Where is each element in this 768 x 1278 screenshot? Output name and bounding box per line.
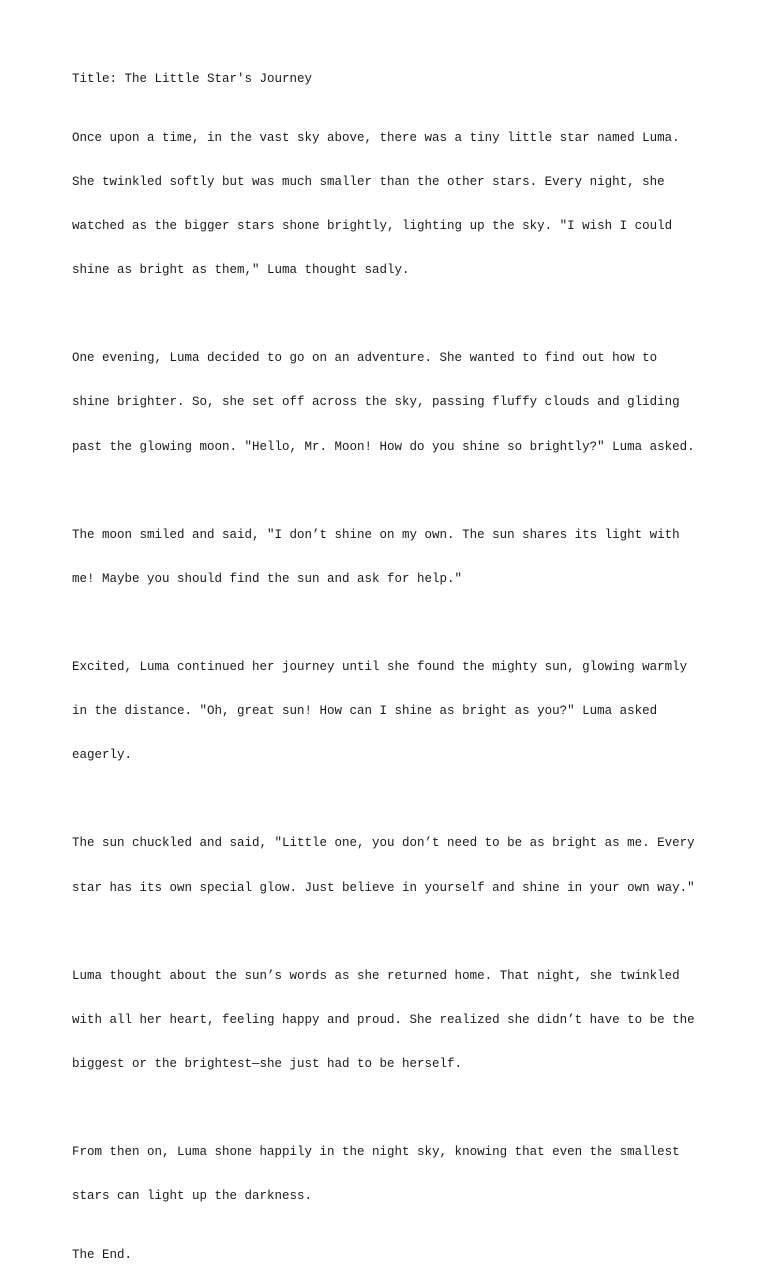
paragraph-7 [72,1116,712,1234]
paragraph-line: watched as the bigger stars shone brightly, lighting up the sky. "I wish I could [72,219,673,234]
paragraph-line: One evening, Luma decided to go on an adventure. She wanted to find out how to [72,351,658,366]
paragraph-line: me! Maybe you should find the sun and ask for help." [72,571,463,586]
paragraph-line: in the distance. "Oh, great sun! How can I shine as bright as you?" Luma asked [72,704,658,719]
paragraph-line: She twinkled softly but was much smaller than the other stars. Every night, she [72,174,665,189]
story-ending: The End. [72,1248,133,1263]
document-body [72,72,712,1278]
story-title: Title: The Little Star's Journey [72,72,313,86]
paragraph-line: with all her heart, feeling happy and proud. She realized she didn’t have to be the [72,1012,695,1027]
paragraph-line: shine brighter. So, she set off across the sky, passing fluffy clouds and gliding [72,395,680,410]
paragraph-line: Once upon a time, in the vast sky above, there was a tiny little star named Luma. [72,130,680,145]
paragraph-line: The sun chuckled and said, "Little one, you don’t need to be as bright as me. Every [72,836,695,851]
paragraph-line: From then on, Luma shone happily in the night sky, knowing that even the smallest [72,1145,680,1160]
paragraph-line: eagerly. [72,748,133,763]
paragraph-line: biggest or the brightest—she just had to be herself. [72,1057,463,1072]
paragraph-line: star has its own special glow. Just believe in yourself and shine in your own way." [72,880,695,895]
paragraph-2 [72,322,712,484]
paragraph-line: Luma thought about the sun’s words as she returned home. That night, she twinkled [72,968,680,983]
paragraph-line: past the glowing moon. "Hello, Mr. Moon! How do you shine so brightly?" Luma asked. [72,439,695,454]
paragraph-6 [72,939,712,1101]
paragraph-3 [72,498,712,616]
paragraph-1 [72,101,712,307]
paragraph-5 [72,807,712,925]
paragraph-line: stars can light up the darkness. [72,1189,313,1204]
paragraph-line: shine as bright as them," Luma thought sadly. [72,263,410,278]
paragraph-4 [72,631,712,793]
paragraph-line: Excited, Luma continued her journey until she found the mighty sun, glowing warmly [72,660,688,675]
paragraph-line: The moon smiled and said, "I don’t shine on my own. The sun shares its light with [72,527,680,542]
